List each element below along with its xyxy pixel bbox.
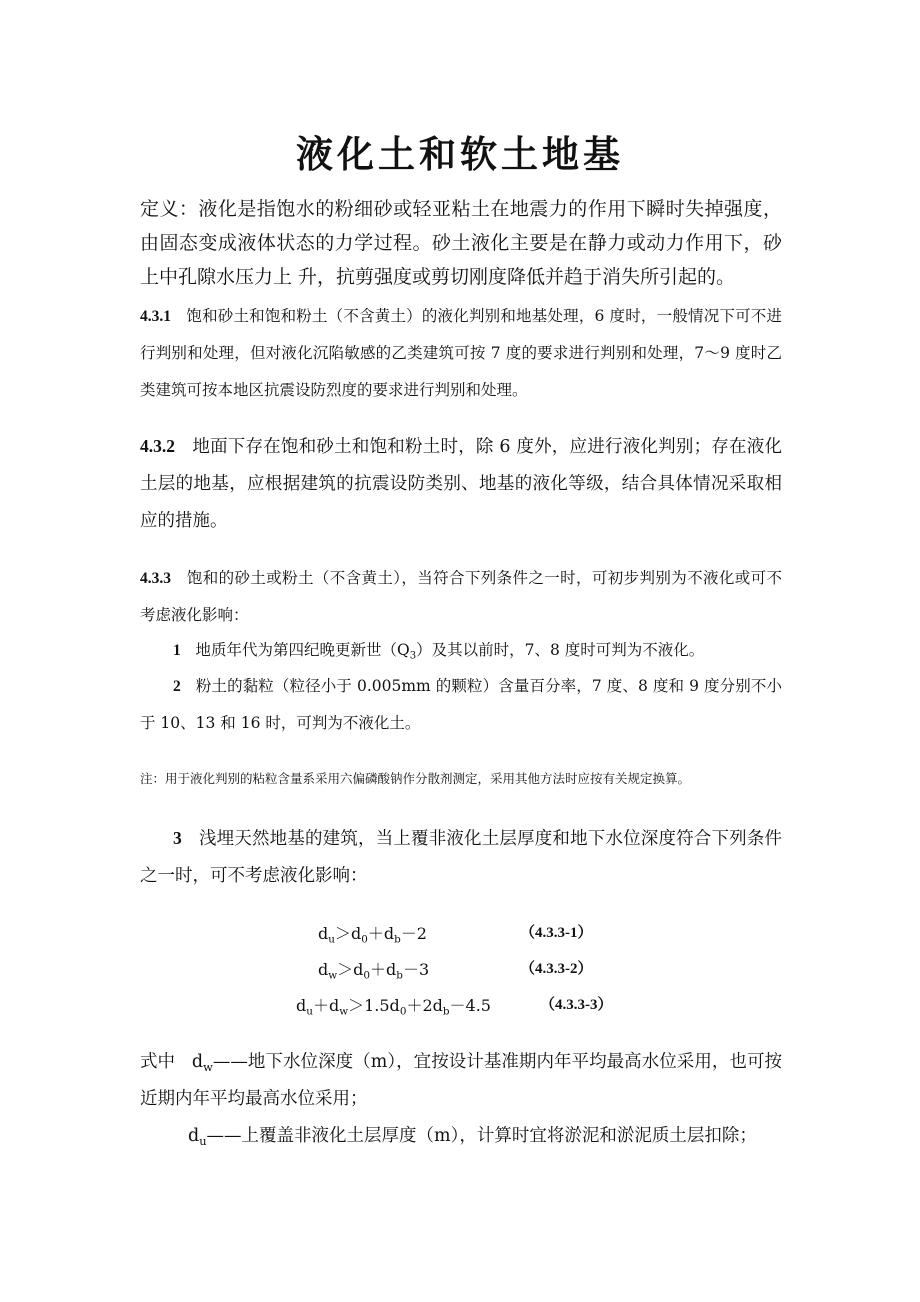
subscript: u — [306, 1005, 313, 1018]
where-dw — [140, 1044, 782, 1118]
section-number: 4.3.3 — [140, 570, 171, 587]
eq-part: ＋d — [312, 996, 340, 1015]
item-number: 3 — [173, 828, 182, 848]
item-number: 2 — [173, 678, 181, 695]
item-3 — [140, 820, 782, 895]
section-number: 4.3.2 — [140, 436, 175, 456]
var-d: d — [318, 924, 329, 943]
item-text-a: 地质年代为第四纪晚更新世（Q — [195, 641, 410, 659]
subscript: b — [394, 933, 401, 946]
definition-paragraph: 定义：液化是指饱水的粉细砂或轻亚粘土在地震力的作用下瞬时失掉强度，由固态变成液体状态的力学过程。砂土液化主要是在静力或动力作用下，砂上中孔隙水压力上 升，抗剪强度或剪切刚度降低并趋于消失所引起的。 — [140, 198, 782, 288]
section-text: 地面下存在饱和砂土和饱和粉土时，除 6 度外，应进行液化判别；存在液化土层的地基，应根据建筑的抗震设防类别、地基的液化等级，结合具体情况采取相应的措施。 — [140, 437, 782, 531]
where-text: ——上覆盖非液化土层厚度（m），计算时宜将淤泥和淤泥质土层扣除； — [206, 1126, 757, 1146]
document-title: 液化土和软土地基 — [296, 133, 624, 176]
item-text: 浅埋天然地基的建筑，当上覆非液化土层厚度和地下水位深度符合下列条件之一时，可不考虑液化影响： — [140, 829, 782, 886]
var-d: d — [188, 1126, 200, 1146]
where-du — [140, 1118, 782, 1155]
section-4-3-2 — [140, 428, 782, 540]
eq-part: －2 — [400, 924, 427, 943]
subscript: w — [339, 1005, 349, 1018]
subscript: u — [199, 1133, 207, 1148]
item-1 — [140, 632, 782, 669]
equation-2-number: （4.3.3-2） — [520, 961, 593, 977]
subscript: b — [442, 1005, 450, 1018]
section-text: 饱和的砂土或粉土（不含黄土），当符合下列条件之一时，可初步判别为不液化或可不考虑液化影响： — [140, 569, 782, 624]
item-number: 1 — [173, 642, 181, 659]
where-lead: 式中 — [140, 1052, 176, 1072]
equation-1 — [318, 921, 427, 944]
subscript: 0 — [363, 969, 371, 982]
var-d: d — [191, 1052, 204, 1072]
section-4-3-1 — [140, 298, 782, 409]
var-d: d — [296, 996, 307, 1015]
where-text: ——地下水位深度（m），宜按设计基准期内年平均最高水位采用，也可按近期内年平均最高水位采用； — [140, 1052, 783, 1109]
eq-part: ＞d — [334, 924, 362, 943]
eq-part: －3 — [402, 960, 430, 979]
eq-part: ＋d — [370, 960, 397, 979]
eq-part: －4.5 — [449, 996, 491, 1015]
item-2 — [140, 668, 782, 742]
subscript: 0 — [399, 1005, 407, 1018]
section-4-3-3 — [140, 560, 782, 634]
subscript: w — [203, 1059, 213, 1074]
equation-3 — [296, 993, 491, 1016]
subscript: 3 — [409, 650, 417, 662]
eq-part: ＞1.5d — [348, 996, 400, 1015]
footnote: 注：用于液化判别的粘粒含量系采用六偏磷酸钠作分散剂测定，采用其他方法时应按有关规定换算。 — [140, 771, 691, 786]
item-text: 粉土的黏粒（粒径小于 0.005mm 的颗粒）含量百分率，7 度、8 度和 9 度分别不小于 10、13 和 16 时，可判为不液化土。 — [140, 677, 782, 732]
subscript: w — [328, 969, 338, 982]
item-text-b: ）及其以前时，7、8 度时可判为不液化。 — [416, 641, 705, 659]
eq-part: ＞d — [337, 960, 364, 979]
equation-1-number: （4.3.3-1） — [520, 925, 593, 941]
eq-part: ＋d — [367, 924, 395, 943]
equation-2 — [318, 957, 429, 980]
subscript: u — [328, 933, 335, 946]
subscript: b — [396, 969, 403, 982]
subscript: 0 — [361, 933, 368, 946]
equation-3-number: （4.3.3-3） — [540, 997, 613, 1013]
eq-part: ＋2d — [406, 996, 443, 1015]
section-number: 4.3.1 — [140, 308, 171, 325]
section-text: 饱和砂土和饱和粉土（不含黄土）的液化判别和地基处理，6 度时，一般情况下可不进行判别和处理，但对液化沉陷敏感的乙类建筑可按 7 度的要求进行判别和处理，7～9 度时乙类建筑可按本地区抗震设防烈度的要求进行判别和处理。 — [140, 307, 783, 399]
var-d: d — [318, 960, 329, 979]
